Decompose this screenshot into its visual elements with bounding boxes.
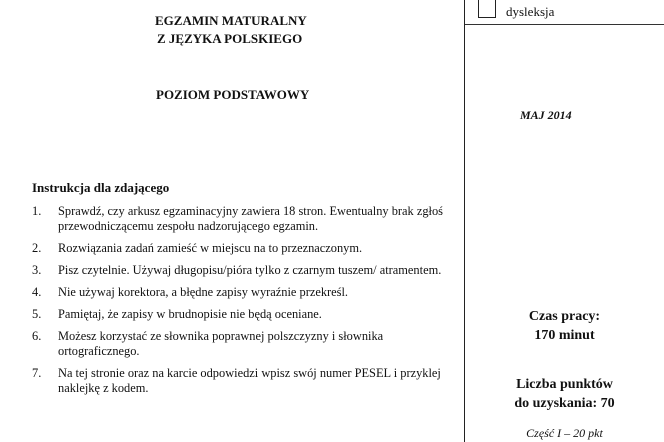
list-item: [32, 307, 462, 322]
list-item-number: 5.: [32, 307, 42, 321]
list-item-number: 3.: [32, 263, 42, 277]
exam-date: MAJ 2014: [520, 108, 572, 122]
work-time-label: Czas pracy:: [528, 309, 601, 324]
list-item-text: Pamiętaj, że zapisy w brudnopisie nie będą oceniane.: [58, 307, 322, 321]
list-item: [32, 241, 462, 256]
part-label: Część I – 20 pkt: [526, 426, 603, 440]
list-item-text: Sprawdź, czy arkusz egzaminacyjny zawiera 18 stron. Ewentualny brak zgłoś przewodniczącemu zespołu nadzorującego egzamin.: [58, 204, 443, 233]
list-item-text: Na tej stronie oraz na karcie odpowiedzi wpisz swój numer PESEL i przyklej naklejkę z kodem.: [58, 366, 441, 395]
exam-title-line1: EGZAMIN MATURALNY: [155, 13, 307, 28]
instructions-heading: Instrukcja dla zdającego: [32, 180, 170, 195]
work-time-value: 170 minut: [534, 328, 595, 343]
list-item-number: 4.: [32, 285, 42, 299]
list-item-number: 2.: [32, 241, 42, 255]
list-item: [32, 329, 462, 359]
list-item: [32, 263, 462, 278]
dyslexia-rule: [465, 24, 664, 25]
exam-title: [155, 12, 307, 48]
exam-title-line2: Z JĘZYKA POLSKIEGO: [157, 31, 303, 46]
points-label-line2: do uzyskania: 70: [514, 396, 615, 411]
dyslexia-label: dysleksja: [506, 4, 555, 19]
list-item: [32, 204, 462, 234]
exam-level: POZIOM PODSTAWOWY: [156, 87, 310, 102]
points-block: [465, 375, 664, 413]
list-item-text: Nie używaj korektora, a błędne zapisy wyraźnie przekreśl.: [58, 285, 349, 299]
list-item: [32, 366, 462, 396]
dyslexia-checkbox[interactable]: [478, 0, 496, 18]
instructions-list: [32, 204, 462, 403]
list-item-number: 6.: [32, 329, 42, 343]
list-item-text: Możesz korzystać ze słownika poprawnej polszczyzny i słownika ortograficznego.: [58, 329, 384, 358]
list-item-text: Rozwiązania zadań zamieść w miejscu na to przeznaczonym.: [58, 241, 363, 255]
list-item-number: 1.: [32, 204, 42, 218]
points-label-line1: Liczba punktów: [516, 377, 613, 392]
list-item-number: 7.: [32, 366, 42, 380]
list-item-text: Pisz czytelnie. Używaj długopisu/pióra tylko z czarnym tuszem/ atramentem.: [58, 263, 442, 277]
list-item: [32, 285, 462, 300]
work-time-block: [465, 307, 664, 345]
